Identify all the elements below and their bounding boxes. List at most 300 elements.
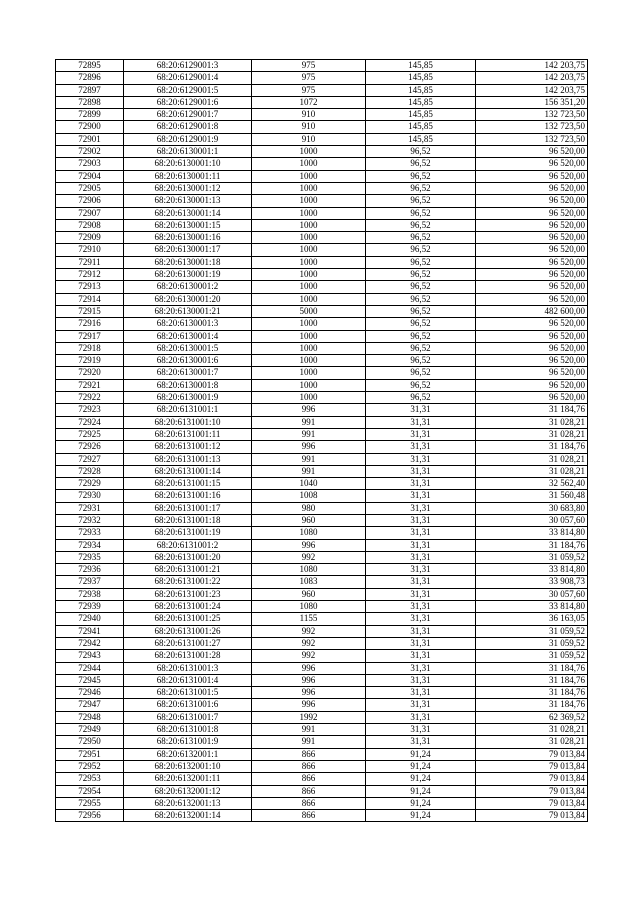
row-number-cell: 72904	[56, 170, 124, 182]
cadastral-number-cell: 68:20:6129001:8	[124, 121, 252, 133]
table-row	[56, 60, 588, 72]
table-row	[56, 613, 588, 625]
specific-value-cell: 31,31	[366, 478, 476, 490]
area-cell: 1000	[252, 219, 366, 231]
table-row	[56, 158, 588, 170]
cadastral-number-cell: 68:20:6131001:12	[124, 441, 252, 453]
specific-value-cell: 31,31	[366, 699, 476, 711]
cadastral-value-cell: 96 520,00	[476, 207, 588, 219]
table-row	[56, 416, 588, 428]
specific-value-cell: 91,24	[366, 810, 476, 822]
table-row	[56, 539, 588, 551]
area-cell: 1000	[252, 232, 366, 244]
specific-value-cell: 31,31	[366, 527, 476, 539]
specific-value-cell: 31,31	[366, 687, 476, 699]
table-row	[56, 490, 588, 502]
row-number-cell: 72954	[56, 785, 124, 797]
row-number-cell: 72933	[56, 527, 124, 539]
cadastral-number-cell: 68:20:6129001:7	[124, 109, 252, 121]
cadastral-value-cell: 96 520,00	[476, 170, 588, 182]
table-body	[56, 60, 588, 822]
table-row	[56, 72, 588, 84]
table-row	[56, 773, 588, 785]
area-cell: 960	[252, 588, 366, 600]
cadastral-value-cell: 33 814,80	[476, 564, 588, 576]
cadastral-value-cell: 31 059,52	[476, 551, 588, 563]
cadastral-number-cell: 68:20:6131001:23	[124, 588, 252, 600]
cadastral-value-cell: 79 013,84	[476, 760, 588, 772]
area-cell: 992	[252, 650, 366, 662]
table-row	[56, 404, 588, 416]
area-cell: 866	[252, 760, 366, 772]
table-row	[56, 293, 588, 305]
area-cell: 996	[252, 687, 366, 699]
cadastral-value-cell: 33 908,73	[476, 576, 588, 588]
area-cell: 1000	[252, 256, 366, 268]
cadastral-value-cell: 132 723,50	[476, 133, 588, 145]
area-cell: 866	[252, 810, 366, 822]
cadastral-number-cell: 68:20:6129001:4	[124, 72, 252, 84]
specific-value-cell: 96,52	[366, 158, 476, 170]
specific-value-cell: 145,85	[366, 84, 476, 96]
row-number-cell: 72898	[56, 96, 124, 108]
table-row	[56, 711, 588, 723]
table-row	[56, 760, 588, 772]
cadastral-value-cell: 31 560,48	[476, 490, 588, 502]
specific-value-cell: 96,52	[366, 182, 476, 194]
row-number-cell: 72935	[56, 551, 124, 563]
row-number-cell: 72947	[56, 699, 124, 711]
table-row	[56, 133, 588, 145]
area-cell: 996	[252, 539, 366, 551]
area-cell: 1040	[252, 478, 366, 490]
row-number-cell: 72927	[56, 453, 124, 465]
cadastral-value-cell: 96 520,00	[476, 182, 588, 194]
cadastral-number-cell: 68:20:6131001:9	[124, 736, 252, 748]
specific-value-cell: 91,24	[366, 797, 476, 809]
cadastral-value-cell: 79 013,84	[476, 748, 588, 760]
cadastral-number-cell: 68:20:6130001:15	[124, 219, 252, 231]
cadastral-number-cell: 68:20:6129001:3	[124, 60, 252, 72]
area-cell: 1000	[252, 158, 366, 170]
table-row	[56, 170, 588, 182]
row-number-cell: 72941	[56, 625, 124, 637]
table-row	[56, 305, 588, 317]
row-number-cell: 72944	[56, 662, 124, 674]
cadastral-number-cell: 68:20:6130001:4	[124, 330, 252, 342]
specific-value-cell: 96,52	[366, 367, 476, 379]
area-cell: 1080	[252, 527, 366, 539]
row-number-cell: 72912	[56, 269, 124, 281]
row-number-cell: 72936	[56, 564, 124, 576]
cadastral-value-cell: 96 520,00	[476, 219, 588, 231]
area-cell: 1000	[252, 342, 366, 354]
cadastral-value-cell: 31 028,21	[476, 428, 588, 440]
cadastral-value-cell: 79 013,84	[476, 797, 588, 809]
cadastral-value-cell: 31 184,76	[476, 662, 588, 674]
cadastral-number-cell: 68:20:6129001:6	[124, 96, 252, 108]
row-number-cell: 72950	[56, 736, 124, 748]
row-number-cell: 72923	[56, 404, 124, 416]
area-cell: 975	[252, 84, 366, 96]
table-row	[56, 207, 588, 219]
row-number-cell: 72910	[56, 244, 124, 256]
cadastral-number-cell: 68:20:6131001:4	[124, 674, 252, 686]
cadastral-number-cell: 68:20:6130001:7	[124, 367, 252, 379]
row-number-cell: 72918	[56, 342, 124, 354]
cadastral-number-cell: 68:20:6131001:16	[124, 490, 252, 502]
specific-value-cell: 31,31	[366, 736, 476, 748]
table-row	[56, 428, 588, 440]
cadastral-number-cell: 68:20:6129001:9	[124, 133, 252, 145]
table-row	[56, 121, 588, 133]
area-cell: 991	[252, 416, 366, 428]
specific-value-cell: 145,85	[366, 96, 476, 108]
specific-value-cell: 96,52	[366, 355, 476, 367]
table-row	[56, 330, 588, 342]
area-cell: 991	[252, 736, 366, 748]
cadastral-value-cell: 142 203,75	[476, 72, 588, 84]
cadastral-number-cell: 68:20:6130001:1	[124, 146, 252, 158]
cadastral-number-cell: 68:20:6130001:8	[124, 379, 252, 391]
cadastral-value-cell: 132 723,50	[476, 109, 588, 121]
table-row	[56, 601, 588, 613]
row-number-cell: 72924	[56, 416, 124, 428]
specific-value-cell: 31,31	[366, 453, 476, 465]
table-row	[56, 182, 588, 194]
row-number-cell: 72922	[56, 392, 124, 404]
row-number-cell: 72945	[56, 674, 124, 686]
table-row	[56, 637, 588, 649]
row-number-cell: 72915	[56, 305, 124, 317]
table-row	[56, 453, 588, 465]
specific-value-cell: 31,31	[366, 514, 476, 526]
cadastral-number-cell: 68:20:6130001:6	[124, 355, 252, 367]
cadastral-value-cell: 96 520,00	[476, 269, 588, 281]
specific-value-cell: 91,24	[366, 773, 476, 785]
specific-value-cell: 31,31	[366, 613, 476, 625]
table-row	[56, 109, 588, 121]
table-row	[56, 84, 588, 96]
area-cell: 1000	[252, 318, 366, 330]
table-row	[56, 219, 588, 231]
table-row	[56, 478, 588, 490]
cadastral-value-cell: 96 520,00	[476, 342, 588, 354]
specific-value-cell: 96,52	[366, 392, 476, 404]
row-number-cell: 72905	[56, 182, 124, 194]
row-number-cell: 72952	[56, 760, 124, 772]
cadastral-number-cell: 68:20:6132001:13	[124, 797, 252, 809]
row-number-cell: 72916	[56, 318, 124, 330]
area-cell: 910	[252, 133, 366, 145]
area-cell: 992	[252, 551, 366, 563]
area-cell: 996	[252, 662, 366, 674]
cadastral-number-cell: 68:20:6130001:13	[124, 195, 252, 207]
area-cell: 1000	[252, 182, 366, 194]
area-cell: 1072	[252, 96, 366, 108]
specific-value-cell: 31,31	[366, 637, 476, 649]
row-number-cell: 72956	[56, 810, 124, 822]
specific-value-cell: 31,31	[366, 625, 476, 637]
cadastral-number-cell: 68:20:6130001:9	[124, 392, 252, 404]
cadastral-number-cell: 68:20:6131001:10	[124, 416, 252, 428]
table-row	[56, 736, 588, 748]
specific-value-cell: 31,31	[366, 502, 476, 514]
cadastral-number-cell: 68:20:6130001:21	[124, 305, 252, 317]
area-cell: 991	[252, 453, 366, 465]
specific-value-cell: 31,31	[366, 551, 476, 563]
table-row	[56, 551, 588, 563]
row-number-cell: 72900	[56, 121, 124, 133]
area-cell: 1000	[252, 244, 366, 256]
cadastral-number-cell: 68:20:6131001:5	[124, 687, 252, 699]
cadastral-value-cell: 36 163,05	[476, 613, 588, 625]
cadastral-number-cell: 68:20:6130001:16	[124, 232, 252, 244]
cadastral-number-cell: 68:20:6130001:11	[124, 170, 252, 182]
cadastral-number-cell: 68:20:6132001:12	[124, 785, 252, 797]
cadastral-value-cell: 96 520,00	[476, 367, 588, 379]
table-row	[56, 355, 588, 367]
area-cell: 1000	[252, 330, 366, 342]
row-number-cell: 72938	[56, 588, 124, 600]
row-number-cell: 72896	[56, 72, 124, 84]
row-number-cell: 72917	[56, 330, 124, 342]
cadastral-number-cell: 68:20:6130001:2	[124, 281, 252, 293]
cadastral-value-cell: 31 184,76	[476, 539, 588, 551]
row-number-cell: 72914	[56, 293, 124, 305]
area-cell: 1080	[252, 564, 366, 576]
cadastral-value-cell: 79 013,84	[476, 810, 588, 822]
area-cell: 1000	[252, 379, 366, 391]
cadastral-number-cell: 68:20:6130001:12	[124, 182, 252, 194]
cadastral-number-cell: 68:20:6131001:27	[124, 637, 252, 649]
specific-value-cell: 31,31	[366, 416, 476, 428]
cadastral-value-cell: 132 723,50	[476, 121, 588, 133]
cadastral-number-cell: 68:20:6131001:22	[124, 576, 252, 588]
specific-value-cell: 145,85	[366, 121, 476, 133]
area-cell: 996	[252, 404, 366, 416]
row-number-cell: 72949	[56, 724, 124, 736]
row-number-cell: 72928	[56, 465, 124, 477]
cadastral-value-cell: 31 184,76	[476, 687, 588, 699]
row-number-cell: 72951	[56, 748, 124, 760]
specific-value-cell: 96,52	[366, 232, 476, 244]
specific-value-cell: 31,31	[366, 564, 476, 576]
area-cell: 1155	[252, 613, 366, 625]
cadastral-number-cell: 68:20:6131001:21	[124, 564, 252, 576]
row-number-cell: 72902	[56, 146, 124, 158]
specific-value-cell: 96,52	[366, 318, 476, 330]
cadastral-number-cell: 68:20:6130001:17	[124, 244, 252, 256]
cadastral-number-cell: 68:20:6131001:25	[124, 613, 252, 625]
table-row	[56, 318, 588, 330]
row-number-cell: 72934	[56, 539, 124, 551]
area-cell: 1080	[252, 601, 366, 613]
cadastral-value-cell: 79 013,84	[476, 773, 588, 785]
area-cell: 996	[252, 674, 366, 686]
specific-value-cell: 96,52	[366, 305, 476, 317]
specific-value-cell: 145,85	[366, 72, 476, 84]
area-cell: 1000	[252, 269, 366, 281]
cadastral-number-cell: 68:20:6130001:10	[124, 158, 252, 170]
area-cell: 1000	[252, 207, 366, 219]
table-row	[56, 342, 588, 354]
cadastral-value-cell: 96 520,00	[476, 256, 588, 268]
row-number-cell: 72932	[56, 514, 124, 526]
cadastral-number-cell: 68:20:6131001:20	[124, 551, 252, 563]
cadastral-number-cell: 68:20:6131001:7	[124, 711, 252, 723]
table-row	[56, 748, 588, 760]
area-cell: 996	[252, 699, 366, 711]
cadastral-number-cell: 68:20:6131001:26	[124, 625, 252, 637]
cadastral-value-cell: 96 520,00	[476, 232, 588, 244]
cadastral-number-cell: 68:20:6131001:13	[124, 453, 252, 465]
area-cell: 1000	[252, 293, 366, 305]
row-number-cell: 72937	[56, 576, 124, 588]
cadastral-value-cell: 96 520,00	[476, 392, 588, 404]
cadastral-value-cell: 30 057,60	[476, 514, 588, 526]
cadastral-number-cell: 68:20:6131001:2	[124, 539, 252, 551]
cadastral-number-cell: 68:20:6132001:10	[124, 760, 252, 772]
cadastral-value-cell: 96 520,00	[476, 318, 588, 330]
cadastral-value-cell: 30 057,60	[476, 588, 588, 600]
area-cell: 866	[252, 748, 366, 760]
area-cell: 991	[252, 465, 366, 477]
cadastral-number-cell: 68:20:6131001:3	[124, 662, 252, 674]
specific-value-cell: 96,52	[366, 330, 476, 342]
cadastral-number-cell: 68:20:6131001:18	[124, 514, 252, 526]
area-cell: 975	[252, 60, 366, 72]
cadastral-number-cell: 68:20:6131001:15	[124, 478, 252, 490]
table-row	[56, 625, 588, 637]
table-row	[56, 650, 588, 662]
cadastral-number-cell: 68:20:6132001:1	[124, 748, 252, 760]
row-number-cell: 72942	[56, 637, 124, 649]
table-row	[56, 244, 588, 256]
specific-value-cell: 96,52	[366, 170, 476, 182]
cadastral-number-cell: 68:20:6132001:11	[124, 773, 252, 785]
cadastral-value-cell: 33 814,80	[476, 527, 588, 539]
area-cell: 866	[252, 785, 366, 797]
cadastral-value-cell: 31 184,76	[476, 404, 588, 416]
row-number-cell: 72899	[56, 109, 124, 121]
specific-value-cell: 31,31	[366, 711, 476, 723]
table-row	[56, 564, 588, 576]
cadastral-number-cell: 68:20:6130001:20	[124, 293, 252, 305]
row-number-cell: 72920	[56, 367, 124, 379]
cadastral-value-cell: 482 600,00	[476, 305, 588, 317]
cadastral-number-cell: 68:20:6131001:6	[124, 699, 252, 711]
cadastral-value-table	[55, 59, 588, 822]
table-row	[56, 810, 588, 822]
cadastral-value-cell: 31 028,21	[476, 724, 588, 736]
area-cell: 1000	[252, 195, 366, 207]
row-number-cell: 72929	[56, 478, 124, 490]
cadastral-value-cell: 96 520,00	[476, 281, 588, 293]
cadastral-value-cell: 96 520,00	[476, 355, 588, 367]
specific-value-cell: 96,52	[366, 195, 476, 207]
cadastral-value-cell: 62 369,52	[476, 711, 588, 723]
table-row	[56, 576, 588, 588]
cadastral-number-cell: 68:20:6130001:18	[124, 256, 252, 268]
row-number-cell: 72925	[56, 428, 124, 440]
row-number-cell: 72909	[56, 232, 124, 244]
table-row	[56, 367, 588, 379]
row-number-cell: 72955	[56, 797, 124, 809]
area-cell: 1008	[252, 490, 366, 502]
table-row	[56, 441, 588, 453]
area-cell: 910	[252, 109, 366, 121]
specific-value-cell: 31,31	[366, 674, 476, 686]
specific-value-cell: 96,52	[366, 269, 476, 281]
table-row	[56, 256, 588, 268]
table-row	[56, 588, 588, 600]
specific-value-cell: 96,52	[366, 244, 476, 256]
cadastral-value-cell: 156 351,20	[476, 96, 588, 108]
specific-value-cell: 31,31	[366, 404, 476, 416]
row-number-cell: 72946	[56, 687, 124, 699]
cadastral-value-cell: 96 520,00	[476, 244, 588, 256]
row-number-cell: 72926	[56, 441, 124, 453]
cadastral-number-cell: 68:20:6130001:3	[124, 318, 252, 330]
specific-value-cell: 91,24	[366, 760, 476, 772]
cadastral-number-cell: 68:20:6131001:17	[124, 502, 252, 514]
area-cell: 1000	[252, 367, 366, 379]
row-number-cell: 72897	[56, 84, 124, 96]
table-row	[56, 281, 588, 293]
cadastral-value-cell: 31 059,52	[476, 650, 588, 662]
area-cell: 996	[252, 441, 366, 453]
table-row	[56, 674, 588, 686]
specific-value-cell: 91,24	[366, 785, 476, 797]
specific-value-cell: 31,31	[366, 724, 476, 736]
cadastral-number-cell: 68:20:6130001:5	[124, 342, 252, 354]
area-cell: 866	[252, 797, 366, 809]
area-cell: 992	[252, 637, 366, 649]
specific-value-cell: 145,85	[366, 60, 476, 72]
specific-value-cell: 31,31	[366, 588, 476, 600]
specific-value-cell: 96,52	[366, 281, 476, 293]
cadastral-number-cell: 68:20:6131001:8	[124, 724, 252, 736]
area-cell: 910	[252, 121, 366, 133]
row-number-cell: 72901	[56, 133, 124, 145]
cadastral-value-cell: 30 683,80	[476, 502, 588, 514]
cadastral-number-cell: 68:20:6131001:11	[124, 428, 252, 440]
table-row	[56, 465, 588, 477]
cadastral-value-cell: 142 203,75	[476, 84, 588, 96]
table-row	[56, 785, 588, 797]
cadastral-value-cell: 142 203,75	[476, 60, 588, 72]
row-number-cell: 72913	[56, 281, 124, 293]
cadastral-value-cell: 96 520,00	[476, 379, 588, 391]
cadastral-number-cell: 68:20:6131001:14	[124, 465, 252, 477]
table-row	[56, 195, 588, 207]
cadastral-number-cell: 68:20:6131001:24	[124, 601, 252, 613]
area-cell: 1000	[252, 146, 366, 158]
cadastral-number-cell: 68:20:6130001:19	[124, 269, 252, 281]
row-number-cell: 72931	[56, 502, 124, 514]
row-number-cell: 72908	[56, 219, 124, 231]
specific-value-cell: 91,24	[366, 748, 476, 760]
specific-value-cell: 145,85	[366, 109, 476, 121]
area-cell: 960	[252, 514, 366, 526]
table-row	[56, 662, 588, 674]
cadastral-number-cell: 68:20:6132001:14	[124, 810, 252, 822]
cadastral-value-cell: 96 520,00	[476, 293, 588, 305]
area-cell: 1000	[252, 355, 366, 367]
row-number-cell: 72940	[56, 613, 124, 625]
cadastral-value-cell: 31 028,21	[476, 465, 588, 477]
